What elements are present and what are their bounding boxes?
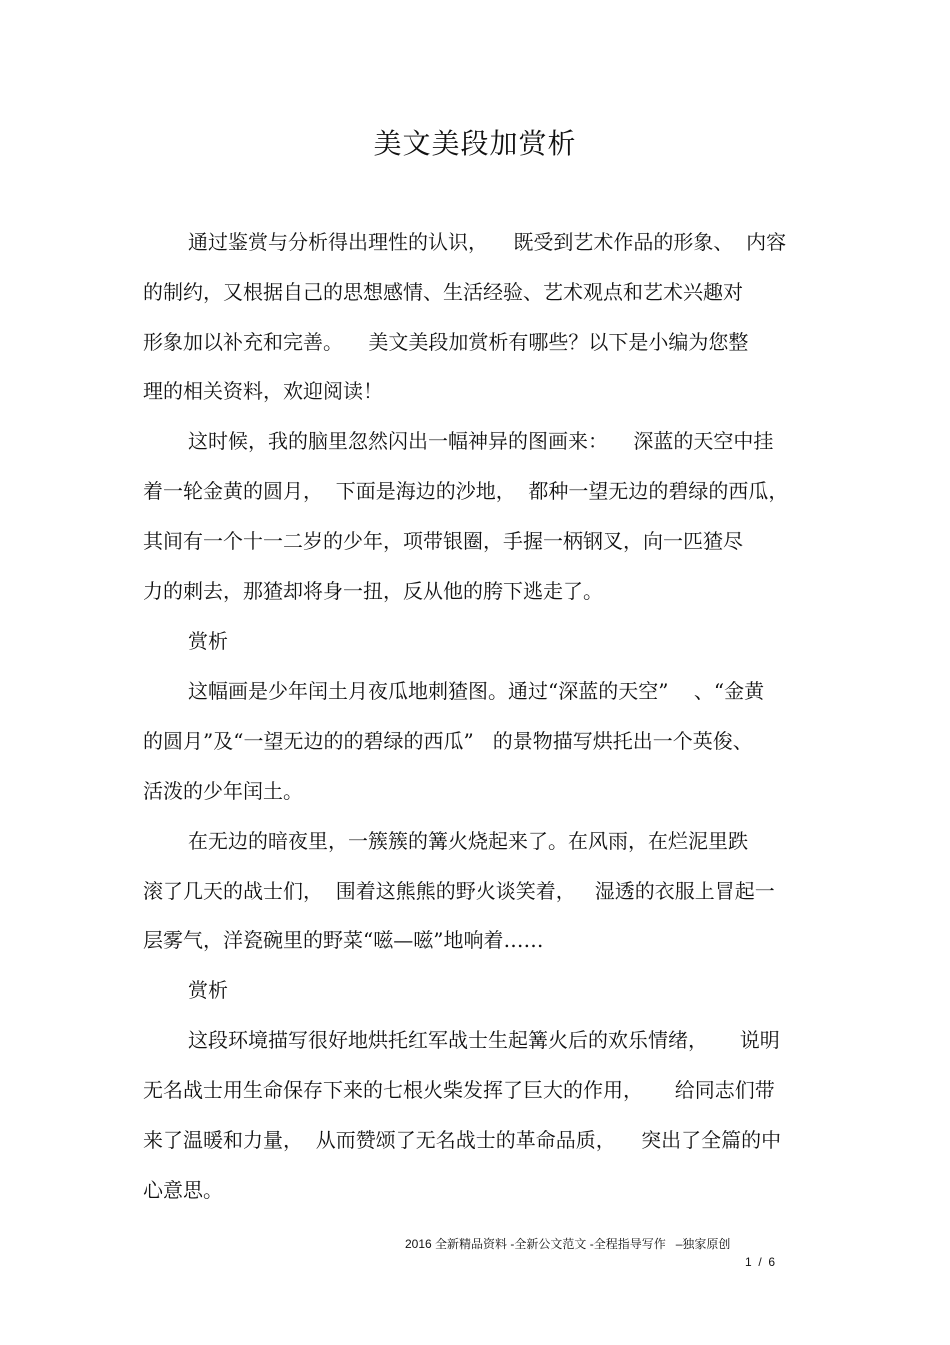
section-heading: 赏析 (188, 978, 228, 1002)
paragraph-line: 这时候，我的脑里忽然闪出一幅神异的图画来： 深蓝的天空中挂 (188, 429, 774, 453)
paragraph-line: 理的相关资料，欢迎阅读！ (143, 379, 383, 403)
section-heading: 赏析 (188, 629, 228, 653)
paragraph-line: 着一轮金黄的圆月， 下面是海边的沙地， 都种一望无边的碧绿的西瓜， (143, 479, 789, 503)
page-title: 美文美段加赏析 (373, 127, 577, 160)
paragraph-line: 活泼的少年闰土。 (143, 779, 303, 803)
paragraph-line: 的制约，又根据自己的思想感情、生活经验、艺术观点和艺术兴趣对 (143, 280, 743, 304)
paragraph-line: 来了温暖和力量， 从而赞颂了无名战士的革命品质， 突出了全篇的中 (143, 1128, 782, 1152)
footer-text: 2016 全新精品资料 -全新公文范文 -全程指导写作 –独家原创 (405, 1237, 731, 1251)
paragraph-line: 滚了几天的战士们， 围着这熊熊的野火谈笑着， 湿透的衣服上冒起一 (143, 879, 775, 903)
paragraph-line: 力的刺去，那猹却将身一扭，反从他的胯下逃走了。 (143, 579, 603, 603)
paragraph-line: 层雾气，洋瓷碗里的野菜“嗞—嗞”地响着…… (143, 928, 544, 952)
paragraph-line: 的圆月”及“一望无边的的碧绿的西瓜” 的景物描写烘托出一个英俊、 (143, 729, 753, 753)
paragraph-line: 无名战士用生命保存下来的七根火柴发挥了巨大的作用， 给同志们带 (143, 1078, 775, 1102)
page-number: 1 / 6 (745, 1255, 776, 1269)
paragraph-line: 其间有一个十一二岁的少年，项带银圈，手握一柄钢叉，向一匹猹尽 (143, 529, 743, 553)
paragraph-line: 通过鉴赏与分析得出理性的认识， 既受到艺术作品的形象、 内容 (188, 230, 787, 254)
paragraph-line: 这幅画是少年闰土月夜瓜地刺猹图。通过“深蓝的天空” 、“金黄 (188, 679, 765, 703)
paragraph-line: 心意思。 (143, 1178, 223, 1202)
paragraph-line: 形象加以补充和完善。 美文美段加赏析有哪些？以下是小编为您整 (143, 330, 749, 354)
paragraph-line: 在无边的暗夜里，一簇簇的篝火烧起来了。在风雨，在烂泥里跌 (188, 829, 748, 853)
paragraph-line: 这段环境描写很好地烘托红军战士生起篝火后的欢乐情绪， 说明 (188, 1028, 780, 1052)
